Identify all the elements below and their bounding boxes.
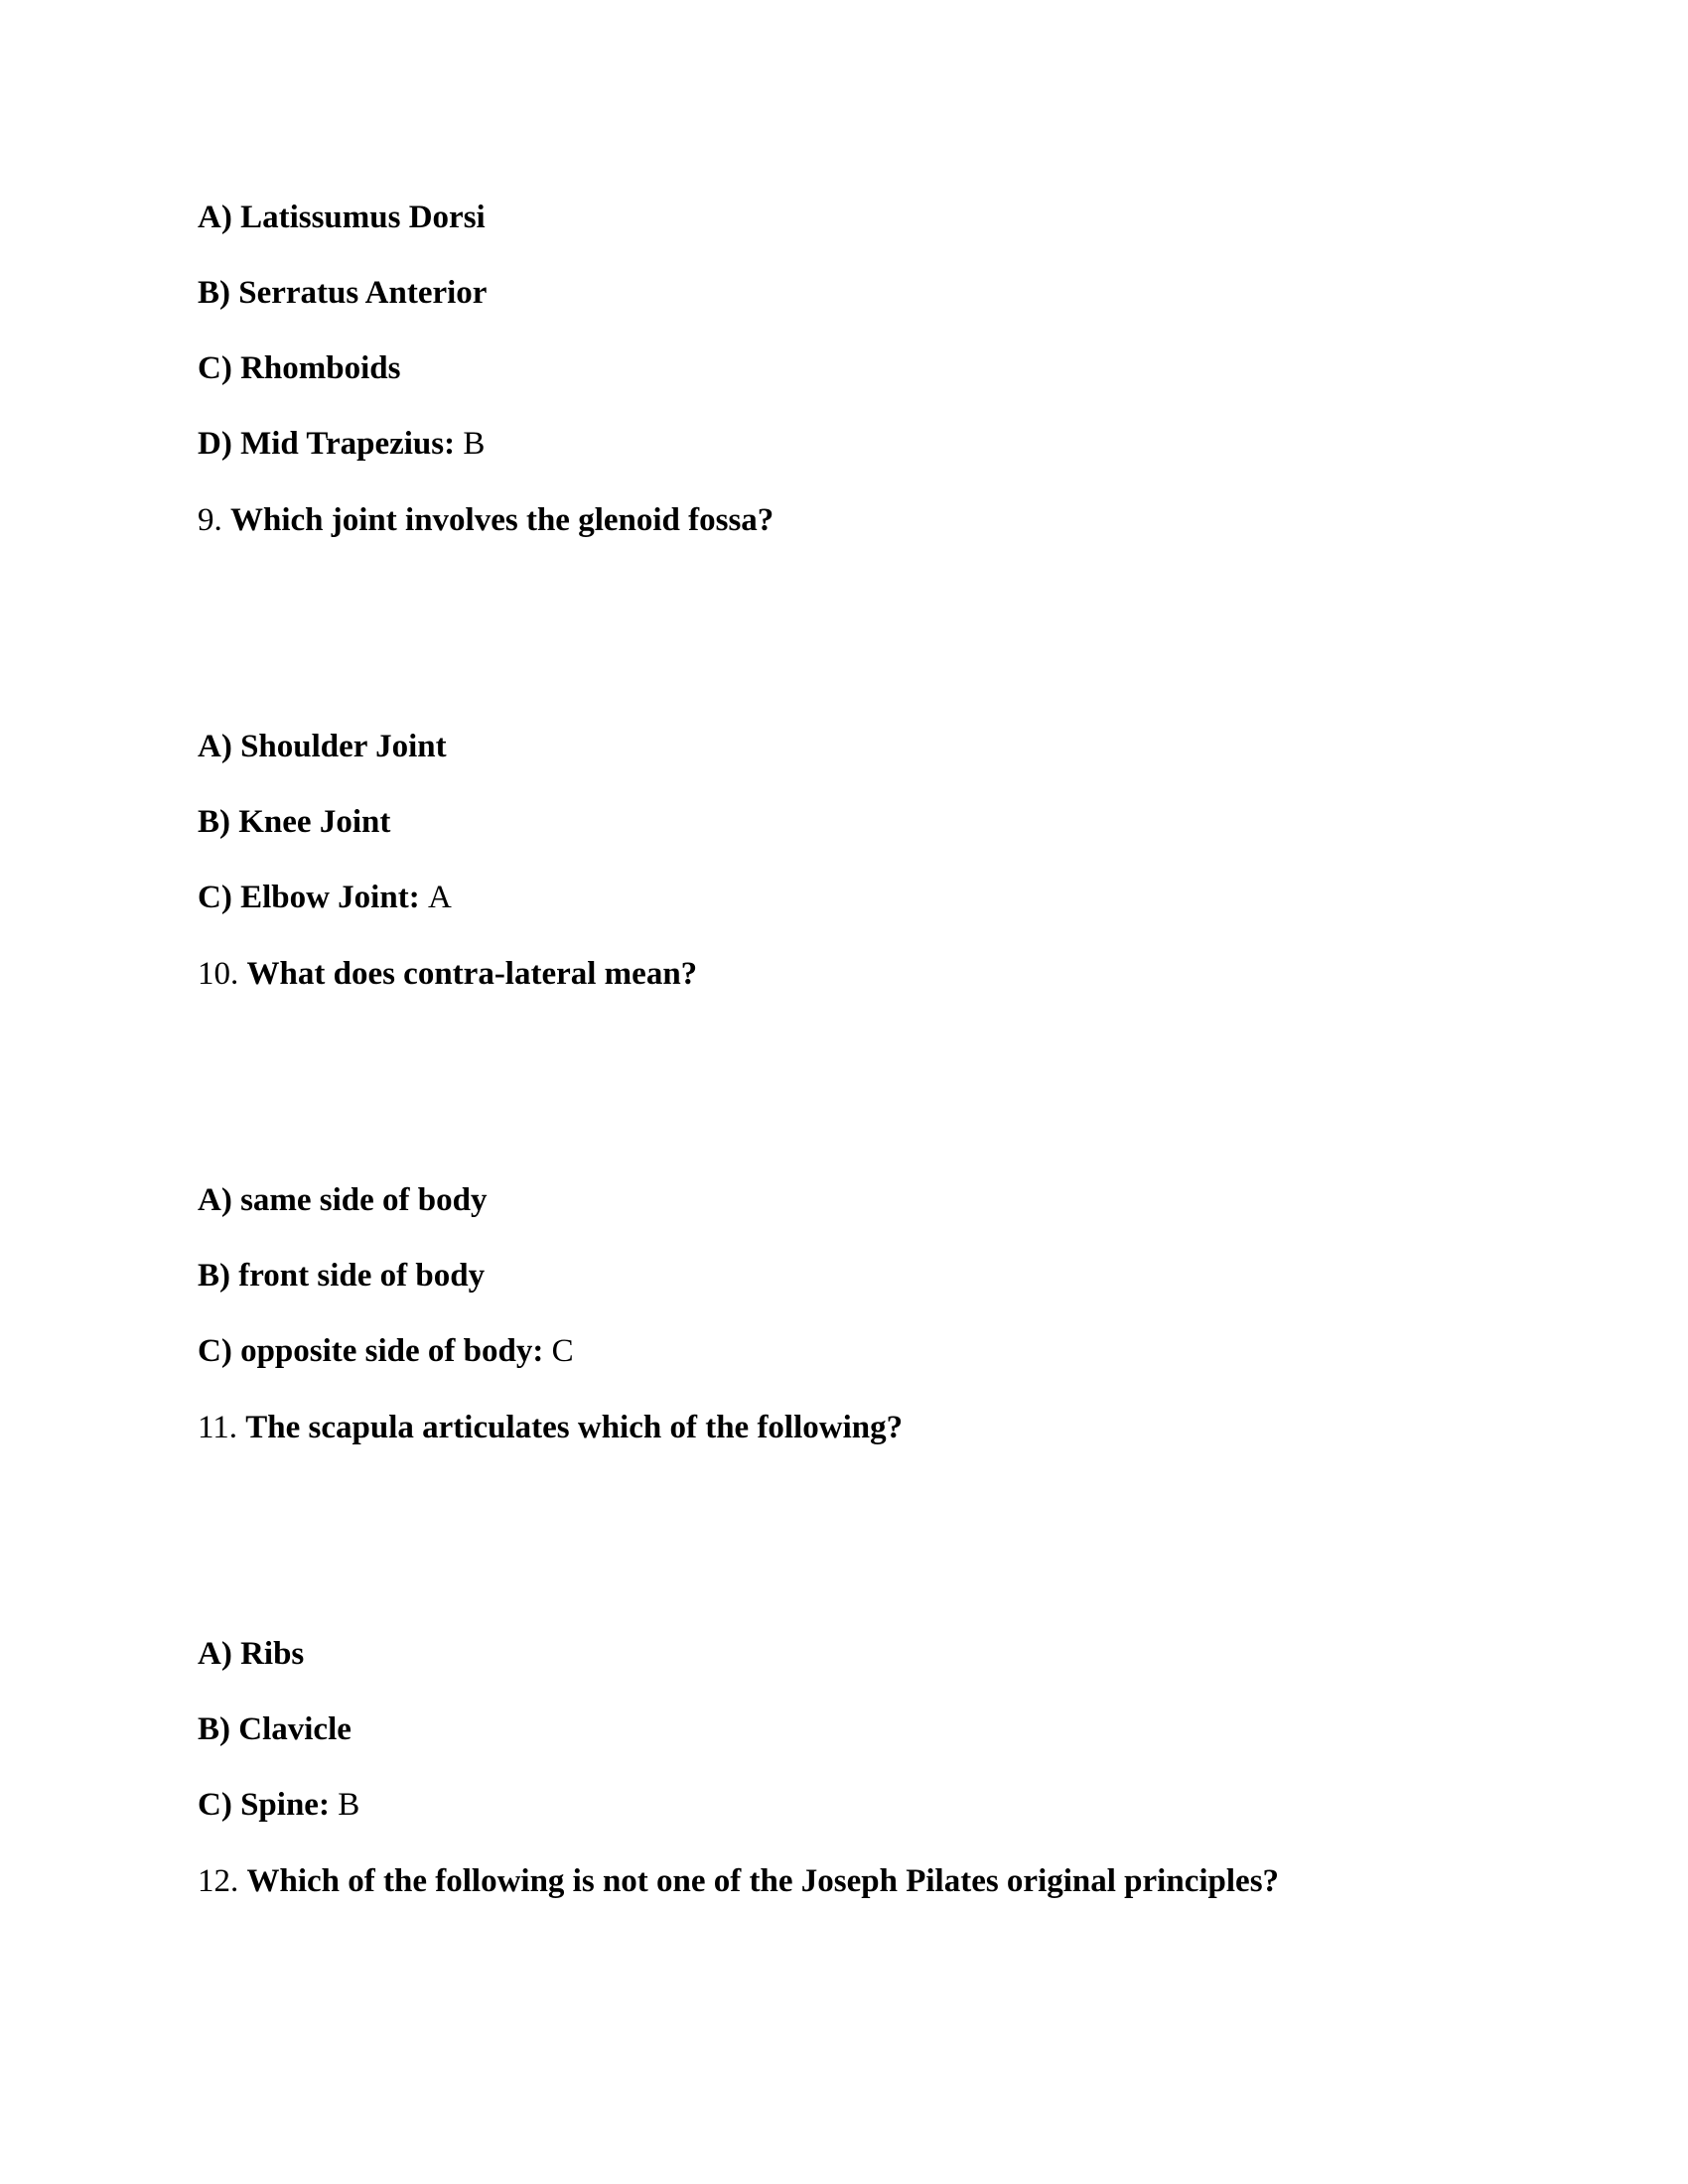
question-number: 12. (198, 1863, 239, 1899)
option-text: C) opposite side of body: (198, 1333, 544, 1369)
answer-key: B (338, 1787, 360, 1823)
option-text: B) front side of body (198, 1258, 486, 1294)
option-text: B) Clavicle (198, 1711, 352, 1747)
question-10 (198, 954, 697, 994)
option-q10-b (198, 1256, 485, 1296)
answer-key: A (427, 880, 452, 915)
option-q11-b (198, 1709, 352, 1749)
question-text: Which joint involves the glenoid fossa? (230, 502, 774, 538)
question-9 (198, 500, 774, 540)
question-12 (198, 1861, 1279, 1901)
option-q10-c (198, 1331, 574, 1371)
option-q8-a (198, 198, 486, 237)
option-q9-c (198, 878, 452, 917)
option-text: C) Spine: (198, 1787, 330, 1823)
question-number: 10. (198, 956, 239, 992)
question-text: The scapula articulates which of the following? (245, 1410, 904, 1445)
option-q11-a (198, 1634, 304, 1674)
option-text: A) same side of body (198, 1182, 488, 1218)
option-text: B) Serratus Anterior (198, 275, 488, 311)
question-text: What does contra-lateral mean? (246, 956, 698, 992)
option-q9-a (198, 727, 447, 766)
option-text: B) Knee Joint (198, 804, 391, 840)
option-q8-b (198, 273, 487, 313)
question-number: 9. (198, 502, 222, 538)
option-q10-a (198, 1180, 488, 1220)
option-text: A) Shoulder Joint (198, 729, 447, 764)
option-q8-d (198, 424, 485, 464)
option-q9-b (198, 802, 390, 842)
question-text: Which of the following is not one of the Joseph Pilates original principles? (246, 1863, 1280, 1899)
question-11 (198, 1408, 903, 1447)
option-text: C) Rhomboids (198, 350, 401, 386)
option-text: D) Mid Trapezius: (198, 426, 456, 462)
answer-key: C (551, 1333, 574, 1369)
option-text: C) Elbow Joint: (198, 880, 420, 915)
option-q11-c (198, 1785, 359, 1825)
option-text: A) Ribs (198, 1636, 305, 1672)
answer-key: B (463, 426, 486, 462)
option-text: A) Latissumus Dorsi (198, 200, 486, 235)
question-number: 11. (198, 1410, 238, 1445)
option-q8-c (198, 348, 400, 388)
